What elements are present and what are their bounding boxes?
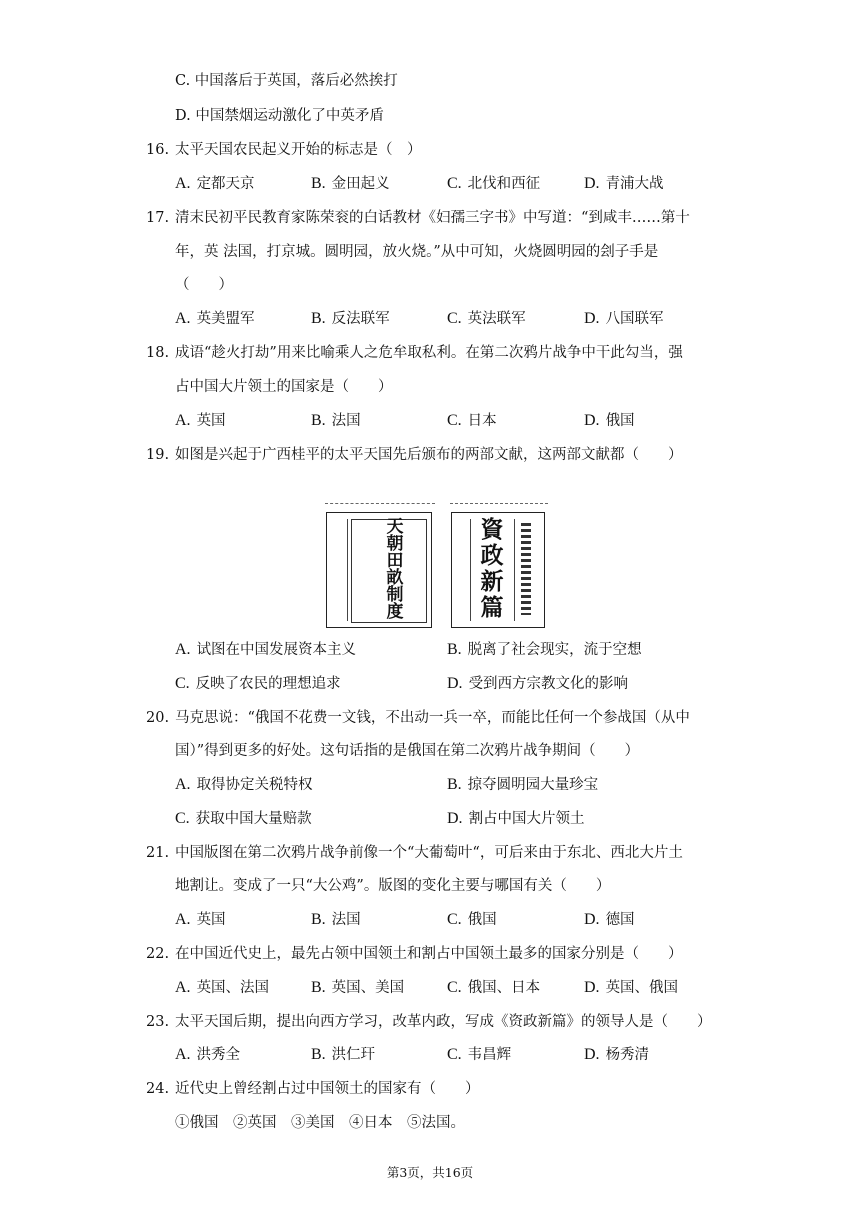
page-footer: 第3页，共16页 bbox=[386, 1165, 474, 1180]
option-text: 获取中国大量赔款 bbox=[195, 811, 312, 827]
option-b bbox=[311, 910, 361, 930]
document-image-tianchao bbox=[326, 512, 432, 628]
option-letter: D. bbox=[584, 175, 600, 192]
book-margin-column bbox=[456, 519, 471, 621]
option-text: 英国、俄国 bbox=[605, 980, 679, 996]
option-text: 取得协定关税特权 bbox=[196, 777, 313, 793]
option-text: 俄国、日本 bbox=[467, 980, 541, 996]
option-text: 割占中国大片领土 bbox=[468, 811, 585, 827]
option-c bbox=[447, 411, 497, 431]
question-text: 地割让。变成了一只“大公鸡”。版图的变化主要与哪国有关（ ） bbox=[175, 878, 611, 894]
question-number: 21. bbox=[146, 845, 170, 861]
option-letter: B. bbox=[311, 310, 326, 327]
option-text: 英国、美国 bbox=[331, 980, 405, 996]
option-c bbox=[447, 174, 540, 194]
question-number: 18. bbox=[146, 345, 170, 361]
title-char: 田 bbox=[386, 551, 404, 571]
question-items: ①俄国 ②英国 ③美国 ④日本 ⑤法国。 bbox=[175, 1115, 465, 1131]
option-letter: A. bbox=[175, 641, 191, 658]
option-text: 英国、法国 bbox=[196, 980, 270, 996]
option-a bbox=[175, 640, 356, 660]
question-number: 20. bbox=[146, 710, 170, 726]
option-text: 英国 bbox=[196, 912, 226, 928]
option-b bbox=[311, 978, 404, 998]
option-text: 杨秀清 bbox=[605, 1047, 650, 1063]
question-text: 清末民初平民教育家陈荣衮的白话教材《妇孺三字书》中写道：“到咸丰……第十 bbox=[175, 210, 690, 226]
title-char: 資 bbox=[480, 516, 504, 543]
option-a bbox=[175, 978, 269, 998]
option-text: 日本 bbox=[467, 413, 497, 429]
option-letter: B. bbox=[311, 979, 326, 996]
option-letter: D. bbox=[584, 1046, 600, 1063]
q15-option-c: C. 中国落后于英国，落后必然挨打 bbox=[175, 73, 398, 89]
question-number: 22. bbox=[146, 946, 170, 962]
question-text: 年，英 法国，打京城。圆明园，放火烧。”从中可知，火烧圆明园的刽子手是 bbox=[175, 244, 659, 260]
question-number: 24. bbox=[146, 1081, 170, 1097]
question-text: 成语“趁火打劫”用来比喻乘人之危牟取私利。在第二次鸦片战争中干此勾当，强 bbox=[175, 345, 683, 361]
option-text: 反法联军 bbox=[331, 311, 390, 327]
option-d bbox=[447, 809, 585, 829]
option-text: 青浦大战 bbox=[605, 176, 664, 192]
option-a bbox=[175, 1045, 240, 1065]
option-letter: C. bbox=[175, 675, 190, 692]
option-text: 英法联军 bbox=[467, 311, 526, 327]
option-text: 韦昌辉 bbox=[467, 1047, 512, 1063]
option-b bbox=[311, 411, 361, 431]
question-text: 在中国近代史上，最先占领中国领土和割占中国领土最多的国家分别是（ ） bbox=[175, 946, 683, 962]
title-char: 畝 bbox=[386, 568, 404, 588]
document-image-zizheng bbox=[451, 512, 545, 628]
option-d bbox=[447, 674, 628, 694]
question-number: 16. bbox=[146, 142, 170, 158]
option-d bbox=[584, 1045, 649, 1065]
book-title bbox=[470, 517, 514, 621]
book-margin-column bbox=[333, 519, 348, 621]
option-letter: B. bbox=[311, 1046, 326, 1063]
option-letter: D. bbox=[584, 979, 600, 996]
q15-option-d: D. 中国禁烟运动激化了中英矛盾 bbox=[175, 108, 384, 124]
title-char: 度 bbox=[386, 602, 404, 622]
book-title bbox=[365, 519, 425, 621]
option-letter: D. bbox=[584, 911, 600, 928]
option-text: 俄国 bbox=[605, 413, 635, 429]
option-text: 法国 bbox=[331, 413, 361, 429]
option-b bbox=[311, 174, 390, 194]
option-text: 反映了农民的理想追求 bbox=[195, 676, 341, 692]
option-a bbox=[175, 309, 255, 329]
option-c bbox=[447, 1045, 511, 1065]
option-c bbox=[447, 978, 540, 998]
option-letter: C. bbox=[447, 911, 462, 928]
option-text: 法国 bbox=[331, 912, 361, 928]
option-letter: C. bbox=[447, 175, 462, 192]
option-b bbox=[447, 640, 642, 660]
book-header-line bbox=[325, 503, 435, 510]
option-d bbox=[584, 309, 664, 329]
option-text: 定都天京 bbox=[196, 176, 255, 192]
option-letter: D. bbox=[584, 310, 600, 327]
option-letter: A. bbox=[175, 310, 191, 327]
question-text: （ ） bbox=[175, 277, 233, 293]
title-char: 政 bbox=[480, 542, 504, 569]
option-b bbox=[311, 1045, 375, 1065]
option-letter: C. bbox=[447, 1046, 462, 1063]
book-side-column bbox=[514, 519, 539, 621]
question-number: 17. bbox=[146, 210, 170, 226]
option-text: 英美盟军 bbox=[196, 311, 255, 327]
option-letter: A. bbox=[175, 1046, 191, 1063]
option-letter: B. bbox=[447, 641, 462, 658]
option-letter: D. bbox=[447, 675, 463, 692]
option-d bbox=[584, 411, 635, 431]
option-d bbox=[584, 978, 678, 998]
option-text: 八国联军 bbox=[605, 311, 664, 327]
title-char: 新 bbox=[480, 568, 504, 595]
option-text: 俄国 bbox=[467, 912, 497, 928]
question-number: 19. bbox=[146, 447, 170, 463]
question-text: 太平天国农民起义开始的标志是（ ） bbox=[175, 142, 422, 158]
option-a bbox=[175, 775, 313, 795]
option-text: 脱离了社会现实，流于空想 bbox=[467, 642, 642, 658]
question-number: 23. bbox=[146, 1014, 170, 1030]
option-c bbox=[447, 910, 497, 930]
question-text: 太平天国后期，提出向西方学习，改革内政，写成《资政新篇》的领导人是（ ） bbox=[175, 1014, 712, 1030]
option-b bbox=[447, 775, 598, 795]
title-char: 制 bbox=[386, 585, 404, 605]
option-letter: A. bbox=[175, 412, 191, 429]
option-text: 受到西方宗教文化的影响 bbox=[468, 676, 629, 692]
option-b bbox=[311, 309, 390, 329]
question-text: 如图是兴起于广西桂平的太平天国先后颁布的两部文献，这两部文献都（ ） bbox=[175, 447, 683, 463]
option-letter: A. bbox=[175, 175, 191, 192]
option-text: 掠夺圆明园大量珍宝 bbox=[467, 777, 599, 793]
option-letter: A. bbox=[175, 979, 191, 996]
option-letter: C. bbox=[447, 412, 462, 429]
question-text: 近代史上曾经割占过中国领土的国家有（ ） bbox=[175, 1081, 480, 1097]
title-char: 篇 bbox=[480, 594, 504, 621]
option-text: 金田起义 bbox=[331, 176, 390, 192]
option-text: 北伐和西征 bbox=[467, 176, 541, 192]
question-text: 马克思说：“俄国不花费一文钱，不出动一兵一卒，而能比任何一个参战国（从中 bbox=[175, 710, 690, 726]
option-letter: C. bbox=[175, 810, 190, 827]
option-letter: A. bbox=[175, 911, 191, 928]
option-letter: D. bbox=[447, 810, 463, 827]
option-text: 洪秀全 bbox=[196, 1047, 241, 1063]
option-letter: C. bbox=[447, 979, 462, 996]
option-letter: B. bbox=[311, 175, 326, 192]
option-letter: B. bbox=[447, 776, 462, 793]
option-letter: B. bbox=[311, 412, 326, 429]
book-header-line bbox=[450, 503, 548, 510]
option-text: 洪仁玕 bbox=[331, 1047, 376, 1063]
option-letter: D. bbox=[584, 412, 600, 429]
question-text: 中国版图在第二次鸦片战争前像一个“大葡萄叶“，可后来由于东北、西北大片土 bbox=[175, 845, 683, 861]
option-letter: C. bbox=[447, 310, 462, 327]
option-a bbox=[175, 910, 226, 930]
title-char: 天 bbox=[386, 517, 404, 537]
option-text: 德国 bbox=[605, 912, 635, 928]
option-d bbox=[584, 174, 664, 194]
side-text-marks bbox=[521, 523, 531, 615]
option-letter: A. bbox=[175, 776, 191, 793]
option-text: 试图在中国发展资本主义 bbox=[196, 642, 357, 658]
option-c bbox=[447, 309, 526, 329]
option-d bbox=[584, 910, 635, 930]
question-text: 国）”得到更多的好处。这句话指的是俄国在第二次鸦片战争期间（ ） bbox=[175, 743, 640, 759]
option-a bbox=[175, 174, 255, 194]
title-char: 朝 bbox=[386, 534, 404, 554]
option-c bbox=[175, 674, 341, 694]
option-c bbox=[175, 809, 312, 829]
option-letter: B. bbox=[311, 911, 326, 928]
option-text: 英国 bbox=[196, 413, 226, 429]
option-a bbox=[175, 411, 226, 431]
question-text: 占中国大片领土的国家是（ ） bbox=[175, 379, 393, 395]
